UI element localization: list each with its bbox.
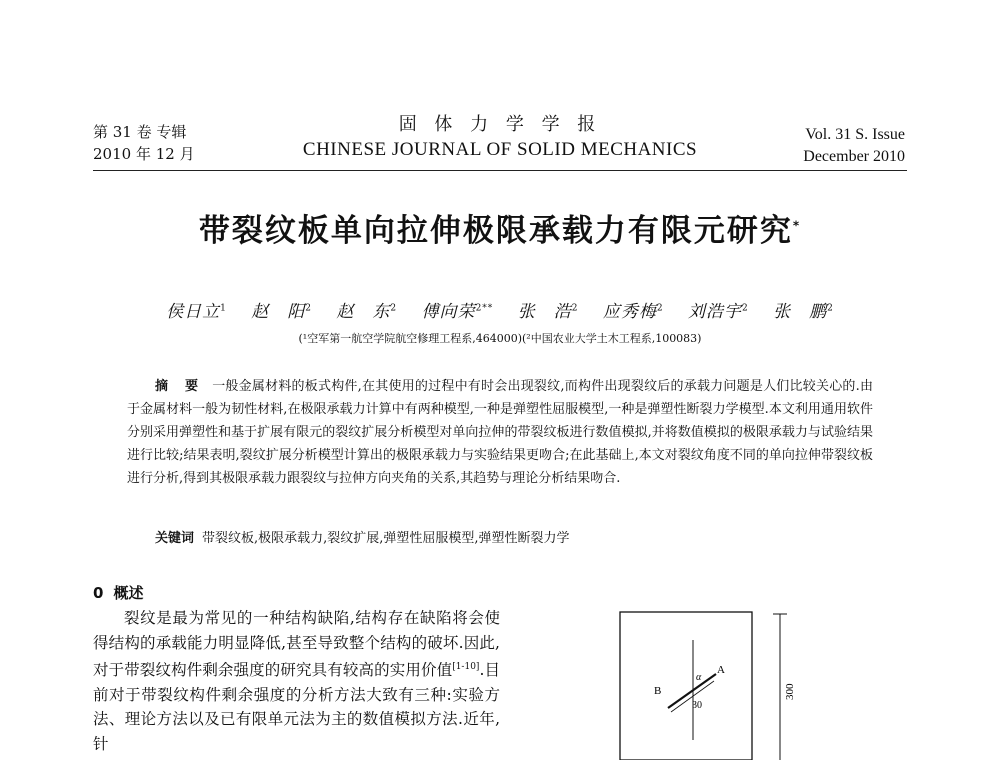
author-name: 侯日立	[166, 302, 221, 322]
author-sup: 2**	[475, 303, 494, 314]
author-name: 张 鹏	[773, 302, 828, 322]
author-sup: 2	[741, 303, 749, 314]
author-sup: 1	[220, 303, 227, 314]
point-b-label: B	[654, 685, 662, 697]
section-number: 0	[93, 584, 104, 602]
abstract	[127, 375, 873, 490]
author-sup: 2	[390, 303, 398, 314]
section-title: 概述	[113, 584, 144, 602]
author-sup: 2	[656, 303, 664, 314]
author	[166, 302, 227, 322]
author-sup: 2	[571, 303, 579, 314]
plate-height-label: 300	[784, 683, 796, 700]
header-date-cn: 2010 年 12 月	[93, 145, 195, 163]
title-footnote-mark: *	[792, 218, 802, 233]
crack-plate-figure	[610, 600, 810, 760]
header-date-en: December 2010	[803, 148, 905, 165]
journal-title-en: CHINESE JOURNAL OF SOLID MECHANICS	[302, 139, 698, 160]
crack-plate-diagram	[610, 600, 810, 760]
point-a-label: A	[717, 664, 725, 676]
body-paragraph	[93, 606, 500, 760]
author-name: 赵 东	[336, 302, 391, 322]
author-name: 刘浩宇	[687, 302, 742, 322]
author	[518, 302, 579, 322]
author-name: 张 浩	[517, 302, 572, 322]
section-heading	[93, 582, 143, 603]
body-text-after: .目前对于带裂纹构件剩余强度的分析方法大致有三种:实验方法、理论方法以及已有限单元法为主的数值模拟方法.近年,针	[93, 661, 500, 753]
plate-outline	[620, 612, 752, 760]
header-journal	[250, 113, 750, 163]
paper-title-text: 带裂纹板单向拉伸极限承载力有限元研究	[198, 213, 793, 249]
author-name: 赵 阳	[251, 302, 306, 322]
author	[336, 302, 397, 322]
angle-alpha-label: α	[696, 672, 702, 683]
author-sup: 2	[827, 303, 834, 314]
header-rule	[93, 170, 907, 171]
header-volume: 第 31 卷 专辑	[93, 123, 187, 141]
author	[251, 302, 312, 322]
author	[773, 302, 834, 322]
author	[422, 302, 494, 322]
abstract-text: 一般金属材料的板式构件,在其使用的过程中有时会出现裂纹,而构件出现裂纹后的承载力问题是人们比较关心的.由于金属材料一般为韧性材料,在极限承载力计算中有两种模型,一种是弹塑性屈服模型,一种是弹塑性断裂力学模型.本文利用通用软件分别采用弹塑性和基于扩展有限元的裂纹扩展分析模型对单向拉伸的带裂纹板进行数值模拟,并将数值模拟的极限承载力与试验结果进行比较;结果表明,裂纹扩展分析模型计算出的极限承载力与实验结果更吻合;在此基础上,本文对裂纹角度不同的单向拉伸带裂纹板进行分析,得到其极限承载力跟裂纹与拉伸方向夹角的关系,其趋势与理论分析结果吻合.	[127, 379, 873, 486]
author-name: 应秀梅	[602, 302, 657, 322]
keywords	[155, 528, 873, 550]
crack-length-label: 30	[692, 700, 702, 711]
paper-title	[0, 205, 1000, 250]
keywords-text: 带裂纹板,极限承载力,裂纹扩展,弹塑性屈服模型,弹塑性断裂力学	[202, 531, 570, 546]
affiliation: (¹空军第一航空学院航空修理工程系,464000)(²中国农业大学土木工程系,100083)	[298, 332, 702, 345]
author	[603, 302, 664, 322]
header-left	[93, 121, 195, 165]
body-text-before: 裂纹是最为常见的一种结构缺陷,结构存在缺陷将会使得结构的承载能力明显降低,甚至导致整个结构的破坏.因此,对于带裂纹构件剩余强度的研究具有较高的实用价值	[93, 609, 500, 680]
author-sup: 2	[305, 303, 313, 314]
journal-title-cn: 固 体 力 学 学 报	[398, 114, 602, 135]
abstract-label: 摘 要	[155, 379, 205, 394]
header-right	[803, 124, 905, 168]
header-vol-en: Vol. 31 S. Issue	[805, 126, 905, 143]
author	[688, 302, 749, 322]
author-list	[100, 297, 900, 322]
keywords-label: 关键词	[155, 531, 195, 546]
citation: [1-10]	[452, 662, 480, 672]
author-name: 傅向荣	[421, 302, 476, 322]
